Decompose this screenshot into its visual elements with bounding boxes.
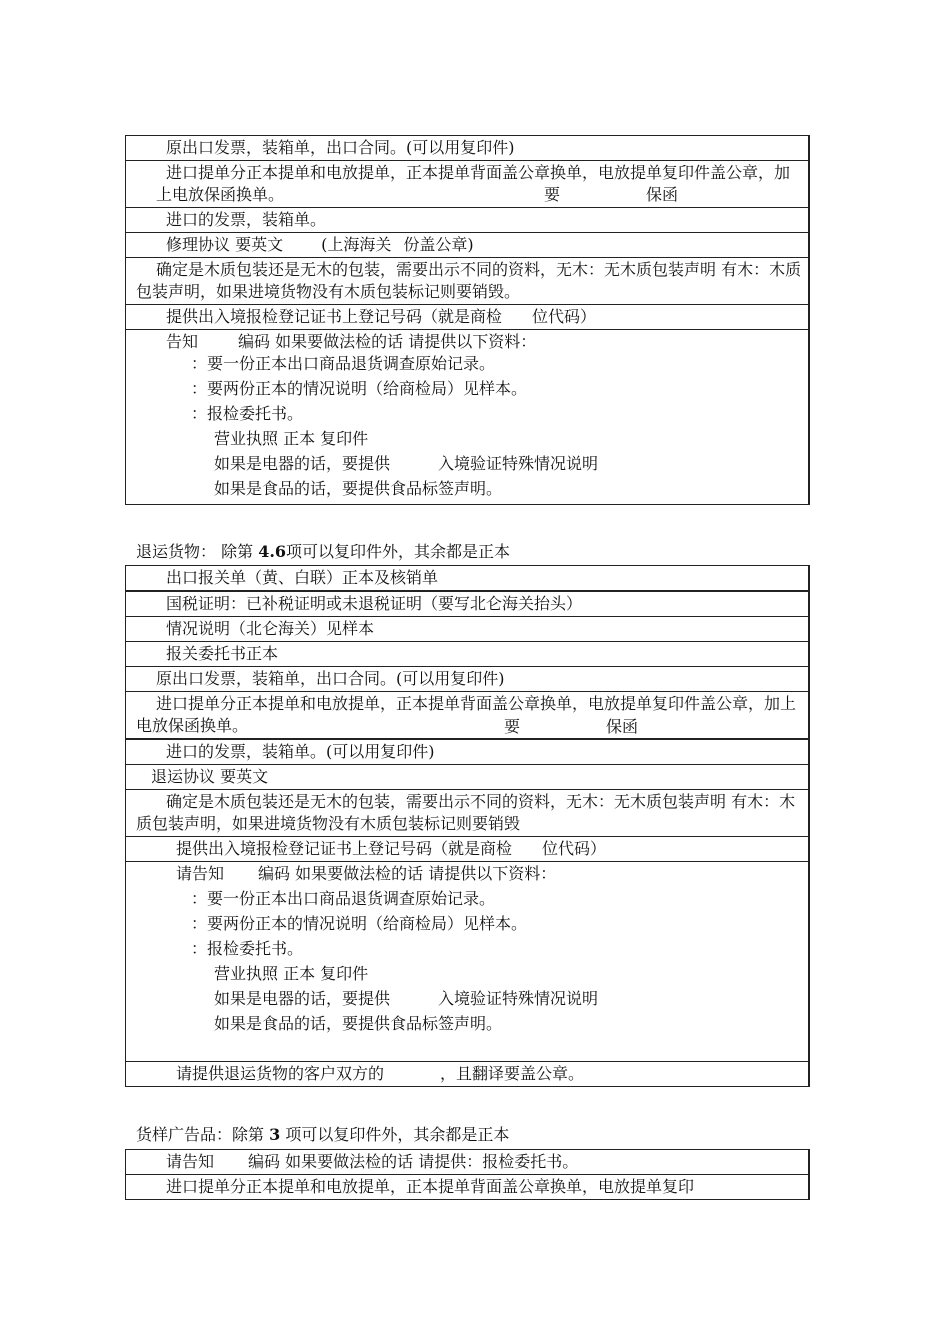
cell-text: 如果是食品的话，要提供食品标签声明。 (214, 479, 503, 498)
cell-text: ，且翻译要盖公章。 (440, 1064, 585, 1083)
table-row (126, 1062, 808, 1086)
table-row (126, 1150, 808, 1175)
cell-text: 营业执照 正本 复印件 (214, 429, 369, 448)
table-row (126, 305, 808, 330)
cell-text: ：报检委托书。 (191, 939, 304, 958)
cell-text: ：要两份正本的情况说明（给商检局）见样本。 (191, 914, 528, 933)
table-row (126, 566, 808, 592)
table-row (126, 136, 808, 161)
table-2 (125, 565, 810, 1087)
heading-text: 项可以复印件外，其余都是正本 (286, 542, 511, 561)
cell-text: 保函 (646, 185, 679, 204)
heading-text: 货样广告品：除第 (136, 1125, 270, 1144)
cell-text: 情况说明（北仑海关）见样本 (166, 619, 375, 638)
table-row (126, 258, 808, 305)
cell-text: 编码 如果要做法检的话 请提供以下资料： (258, 864, 557, 883)
cell-text: 入境验证特殊情况说明 (438, 989, 599, 1008)
heading-text: 退运货物： 除第 (136, 542, 259, 561)
cell-text: 原出口发票，装箱单，出口合同。(可以用复印件) (166, 138, 515, 157)
table-row (126, 790, 808, 837)
cell-text: 进口提单分正本提单和电放提单，正本提单背面盖公章换单，电放提单复印 (166, 1177, 695, 1196)
table-row (126, 692, 808, 740)
table-row (126, 1175, 808, 1199)
cell-text: 确定是木质包装还是无木的包装，需要出示不同的资料，无木：无木质包装声明 有木：木质包装声明，如果进境货物没有木质包装标记则要销毁。 (136, 260, 802, 301)
cell-text: 要 (504, 717, 521, 736)
cell-text: 提供出入境报检登记证书上登记号码（就是商检 (166, 307, 503, 326)
cell-text: 进口的发票，装箱单。 (166, 210, 327, 229)
table-row (126, 161, 808, 208)
cell-text: 保函 (606, 717, 639, 736)
cell-text: 确定是木质包装还是无木的包装，需要出示不同的资料，无木：无木质包装声明 有木：木质包装声明，如果进境货物没有木质包装标记则要销毁 (136, 792, 796, 833)
cell-text: 要 (544, 185, 561, 204)
cell-text: ：报检委托书。 (191, 404, 304, 423)
table-3 (125, 1149, 810, 1200)
cell-text: 如果是电器的话，要提供 (214, 454, 391, 473)
cell-text: 位代码） (542, 839, 607, 858)
cell-text: ：要一份正本出口商品退货调查原始记录。 (191, 889, 496, 908)
table-row (126, 330, 808, 504)
cell-text: 请告知 (176, 864, 225, 883)
cell-text: (上海海关 (321, 235, 392, 254)
cell-text: 退运协议 要英文 (151, 767, 269, 786)
heading-bold-number: 4.6 (258, 542, 287, 561)
cell-text: ：要两份正本的情况说明（给商检局）见样本。 (191, 379, 528, 398)
table-row (126, 208, 808, 233)
cell-text: 进口提单分正本提单和电放提单，正本提单背面盖公章换单，电放提单复印件盖公章，加上电放保函换单。 (136, 694, 797, 735)
section-heading-samples-ads (136, 1124, 509, 1146)
cell-text: 编码 如果要做法检的话 请提供：报检委托书。 (248, 1152, 579, 1171)
cell-text: 进口的发票，装箱单。(可以用复印件) (166, 742, 435, 761)
table-row (126, 642, 808, 667)
cell-text: 请告知 (166, 1152, 215, 1171)
table-row (126, 837, 808, 862)
cell-text: 修理协议 要英文 (166, 235, 284, 254)
cell-text: 出口报关单（黄、白联）正本及核销单 (166, 568, 439, 587)
table-row (126, 667, 808, 692)
heading-bold-number: 3 (269, 1125, 281, 1144)
heading-text: 项可以复印件外，其余都是正本 (280, 1125, 510, 1144)
cell-text: 编码 如果要做法检的话 请提供以下资料： (238, 332, 537, 351)
table-row (126, 233, 808, 258)
cell-text: ：要一份正本出口商品退货调查原始记录。 (191, 354, 496, 373)
cell-text: 告知 (166, 332, 199, 351)
cell-text: 原出口发票，装箱单，出口合同。(可以用复印件) (156, 669, 505, 688)
cell-text: 进口提单分正本提单和电放提单，正本提单背面盖公章换单，电放提单复印件盖公章，加上电放保函换单。 (156, 163, 791, 204)
section-heading-return-goods (136, 541, 510, 563)
cell-text: 如果是食品的话，要提供食品标签声明。 (214, 1014, 503, 1033)
table-row (126, 765, 808, 790)
cell-text: 国税证明：已补税证明或未退税证明（要写北仑海关抬头） (166, 594, 583, 613)
table-row (126, 617, 808, 642)
cell-text: 请提供退运货物的客户双方的 (176, 1064, 385, 1083)
cell-text: 位代码） (532, 307, 597, 326)
cell-text: 份盖公章) (403, 235, 474, 254)
table-1 (125, 135, 810, 505)
table-row (126, 862, 808, 1062)
cell-text: 提供出入境报检登记证书上登记号码（就是商检 (176, 839, 513, 858)
table-row (126, 592, 808, 617)
cell-text: 如果是电器的话，要提供 (214, 989, 391, 1008)
cell-text: 入境验证特殊情况说明 (438, 454, 599, 473)
cell-text: 报关委托书正本 (166, 644, 279, 663)
cell-text: 营业执照 正本 复印件 (214, 964, 369, 983)
table-row (126, 740, 808, 765)
